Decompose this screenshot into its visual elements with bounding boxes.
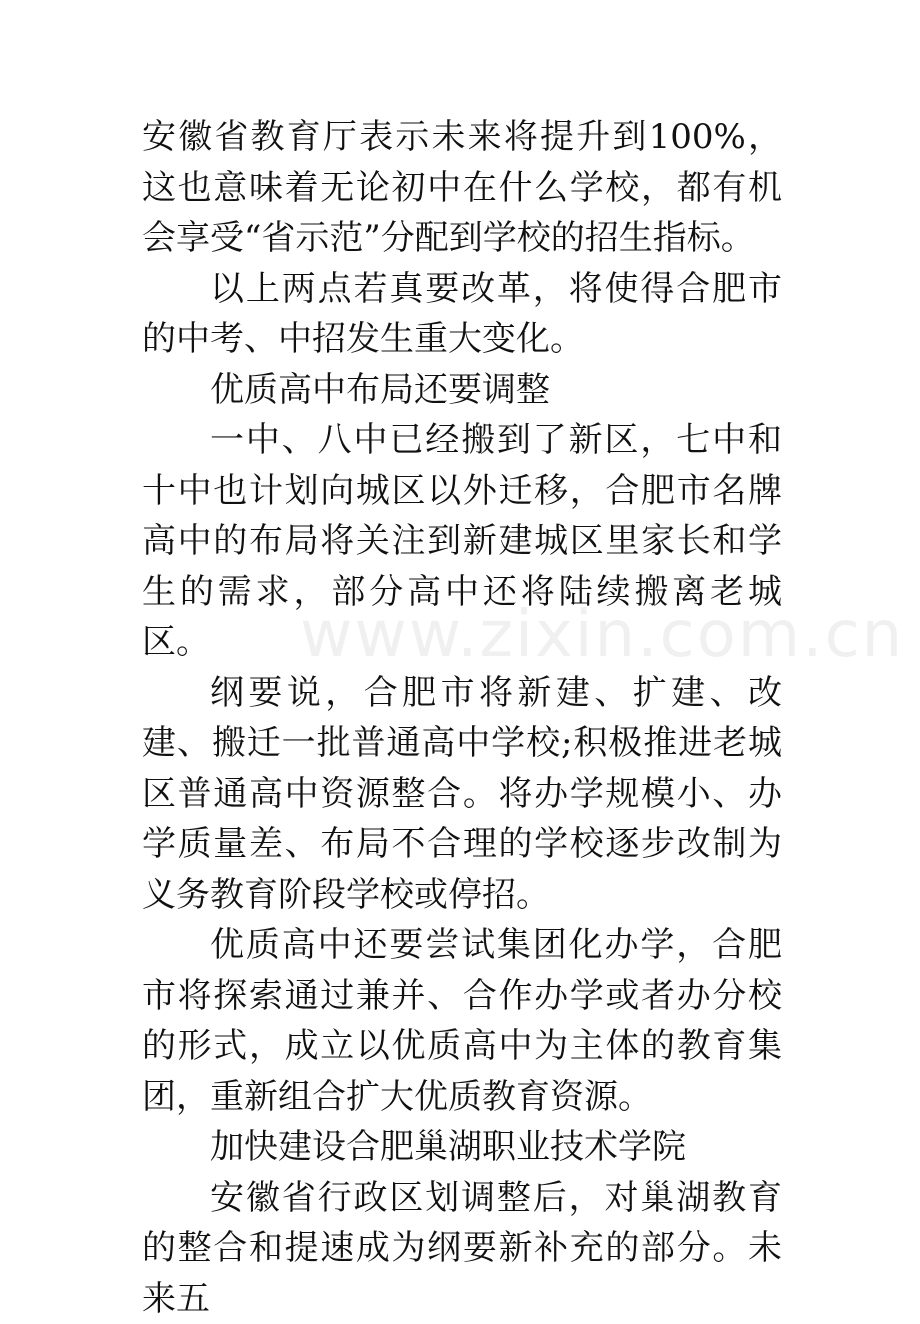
paragraph-continued: 安徽省教育厅表示未来将提升到100%，这也意味着无论初中在什么学校，都有机会享受“省示范”分配到学校的招生指标。 xyxy=(142,112,782,264)
section-heading-chaohu-college: 加快建设合肥巢湖职业技术学院 xyxy=(142,1122,782,1173)
section-heading-high-school-layout: 优质高中布局还要调整 xyxy=(142,365,782,416)
paragraph: 优质高中还要尝试集团化办学，合肥市将探索通过兼并、合作办学或者办分校的形式，成立以优质高中为主体的教育集团，重新组合扩大优质教育资源。 xyxy=(142,920,782,1122)
paragraph: 一中、八中已经搬到了新区，七中和十中也计划向城区以外迁移，合肥市名牌高中的布局将关注到新建城区里家长和学生的需求，部分高中还将陆续搬离老城区。 xyxy=(142,415,782,668)
document-body xyxy=(142,112,782,1324)
watermark: www.zixin.com.cn xyxy=(300,598,904,672)
paragraph-truncated: 安徽省行政区划调整后，对巢湖教育的整合和提速成为纲要新补充的部分。未来五 xyxy=(142,1173,782,1324)
paragraph: 纲要说，合肥市将新建、扩建、改建、搬迁一批普通高中学校;积极推进老城区普通高中资源整合。将办学规模小、办学质量差、布局不合理的学校逐步改制为义务教育阶段学校或停招。 xyxy=(142,668,782,921)
paragraph: 以上两点若真要改革，将使得合肥市的中考、中招发生重大变化。 xyxy=(142,264,782,365)
